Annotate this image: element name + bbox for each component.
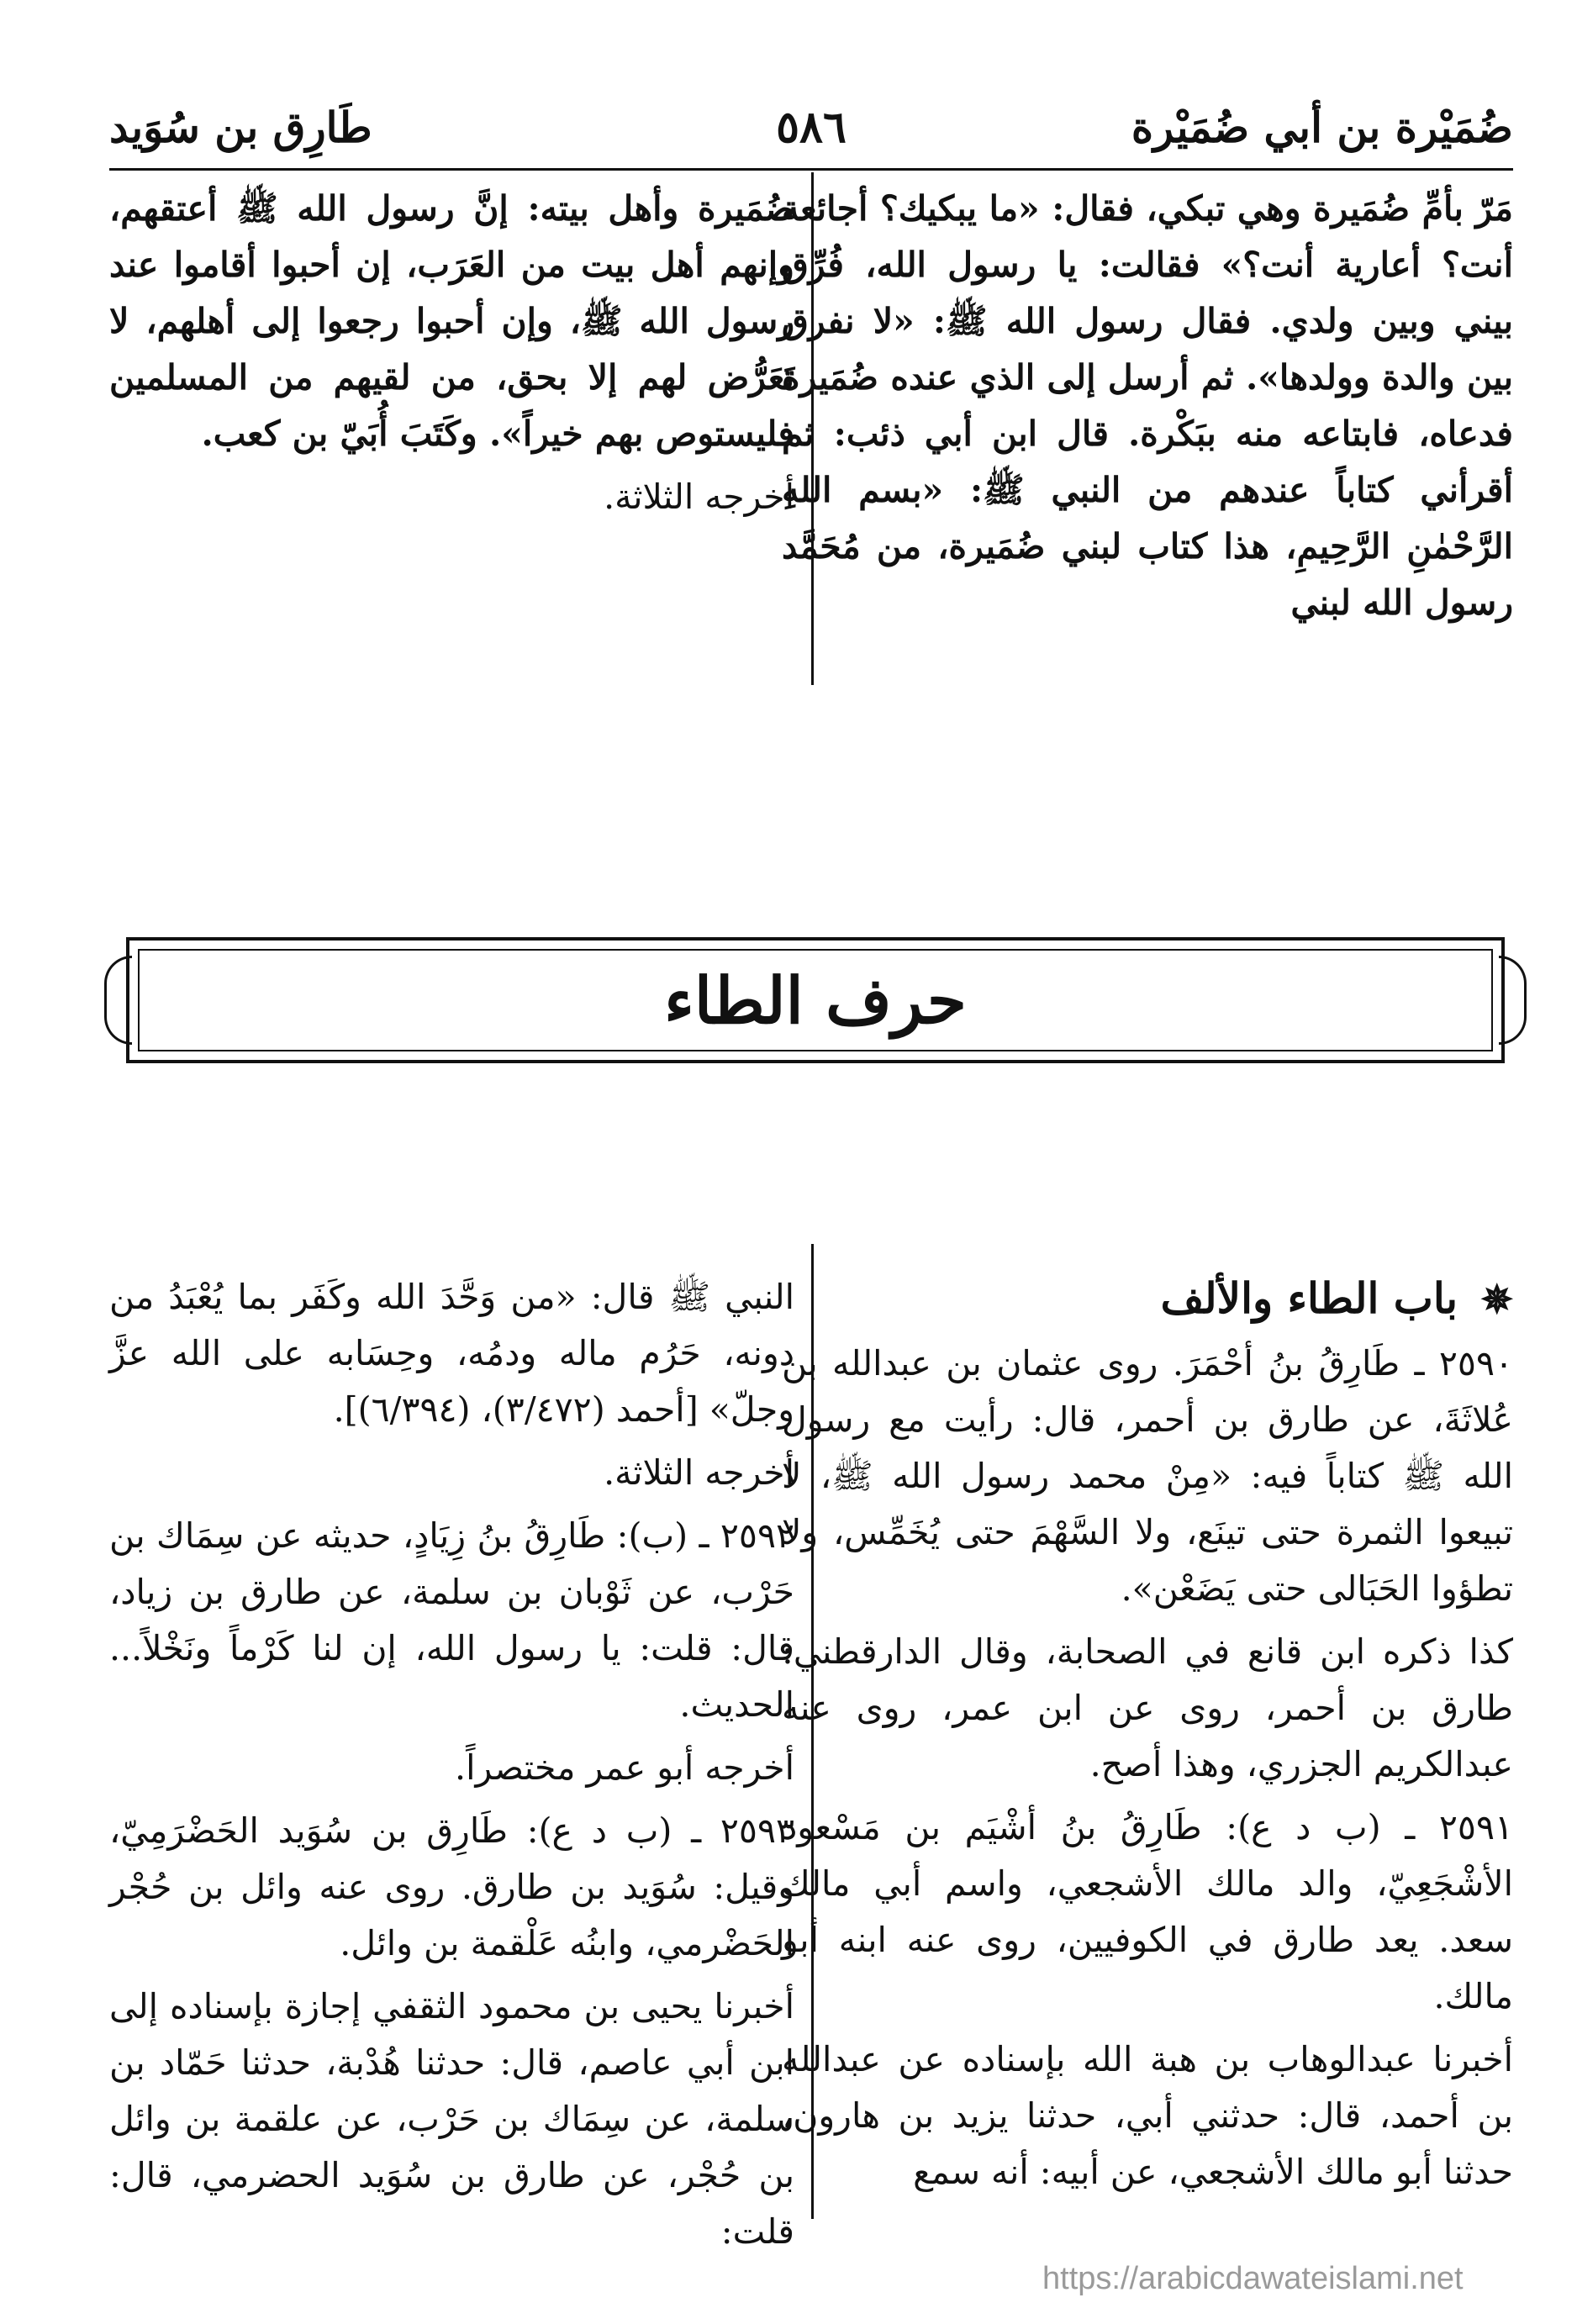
header-left-title: طَارِق بن سُوَيد [109, 103, 372, 152]
entry-2593: ٢٥٩٣ ـ (ب د ع): طَارِق بن سُوَيد الحَضْرَمِيّ، وقيل: سُوَيد بن طارق. روى عنه وائل بن حُجْر الحَضْرمي، وابنُه عَلْقمة بن وائل. [109, 1810, 794, 1963]
header-right-title: ضُمَيْرة بن أبي ضُمَيْرة [1131, 103, 1513, 152]
takhrij-note: أخرجه الثلاثة. [604, 1452, 794, 1493]
entry-2593-isnad: أخبرنا يحيى بن محمود الثقفي إجازة بإسناده إلى ابن أبي عاصم، قال: حدثنا هُدْبة، حدثنا حَمّاد بن سلمة، عن سِمَاك بن حَرْب، عن علقمة بن وائل بن حُجْر، عن طارق بن سُوَيد الحضرمي، قال: قلت: [109, 1986, 794, 2252]
page-number: ٥٨٦ [776, 102, 847, 153]
running-header [109, 101, 1513, 171]
top-left-column [109, 181, 794, 532]
entry-2592: ٢٥٩٢ ـ (ب): طَارِقُ بنُ زِيَادٍ، حديثه عن سِمَاك بن حَرْب، عن ثَوْبان بن سلمة، عن طارق بن زياد، قال: قلت: يا رسول الله، إن لنا كَرْماً ونَخْلاً... الحديث. [109, 1515, 794, 1725]
entry-2591-isnad: أخبرنا عبدالوهاب بن هبة الله بإسناده عن عبدالله بن أحمد، قال: حدثني أبي، حدثنا يزيد بن هارون، حدثنا أبو مالك الأشجعي، عن أبيه: أنه سمع [782, 2039, 1513, 2192]
bottom-left-column [109, 1269, 794, 2267]
top-right-column [782, 181, 1513, 638]
entry-2591: ٢٥٩١ ـ (ب د ع): طَارِقُ بنُ أشْيَم بن مَسْعود الأشْجَعِيّ، والد مالك الأشجعي، واسم أبي مالك سعد. يعد طارق في الكوفيين، روى عنه ابنه أبو مالك. [782, 1807, 1513, 2016]
bottom-right-column [782, 1269, 1513, 2207]
star-icon: ✵ [1480, 1277, 1513, 1322]
chapter-heading [782, 1269, 1513, 1329]
entry-2592-note: أخرجه أبو عمر مختصراً. [455, 1747, 794, 1788]
top-right-paragraph: مَرّ بأمِّ ضُمَيرة وهي تبكي، فقال: «ما يبكيك؟ أجائعة أنت؟ أعارية أنت؟» فقالت: يا رسول الله، فُرِّق بيني وبين ولدي. فقال رسول الله ﷺ: «لا نفرق بين والدة وولدها». ثم أرسل إلى الذي عنده ضُمَيرة فدعاه، فابتاعه منه ببَكْرة. قال ابن أبي ذئب: ثم أقرأني كتاباً عندهم من النبي ﷺ: «بسم اللهِ الرَّحْمٰنِ الرَّحِيمِ، هذا كتاب لبني ضُمَيرة، من مُحَمَّد رسول الله لبني [782, 188, 1513, 623]
hadith-continuation: النبي ﷺ قال: «من وَحَّدَ الله وكَفَر بما يُعْبَدُ من دونه، حَرُم ماله ودمُه، وحِسَابه على الله عزَّ وجلّ» [أحمد (٣/٤٧٢)، (٦/٣٩٤)]. [109, 1277, 794, 1430]
top-left-note: أخرجه الثلاثة. [604, 477, 794, 517]
entry-2590-note: كذا ذكره ابن قانع في الصحابة، وقال الدارقطني: طارق بن أحمر، روى عن ابن عمر، روى عنه عبدالكريم الجزري، وهذا أصح. [782, 1631, 1513, 1784]
watermark-url: https://arabicdawateislami.net [1042, 2261, 1464, 2296]
top-left-paragraph: ضُمَيرة وأهل بيته: إنَّ رسول الله ﷺ أعتقهم، وإنهم أهل بيت من العَرَب، إن أحبوا أقاموا عند رسول الله ﷺ، وإن أحبوا رجعوا إلى أهلهم، لا تَعَرُّض لهم إلا بحق، من لقيهم من المسلمين فليستوص بهم خيراً». وكَتَبَ أُبَيّ بن كعب. [109, 188, 794, 454]
banner-title: حرف الطاء [664, 962, 967, 1038]
chapter-heading-text: باب الطاء والألف [1160, 1273, 1458, 1323]
section-banner [126, 937, 1505, 1063]
entry-2590: ٢٥٩٠ ـ طَارِقُ بنُ أحْمَرَ. روى عثمان بن عبدالله بن عُلاثَةَ، عن طارق بن أحمر، قال: رأيت مع رسول الله ﷺ كتاباً فيه: «مِنْ محمد رسول الله ﷺ، لا تبيعوا الثمرة حتى تينَع، ولا السَّهْمَ حتى يُخَمِّس، ولا تطؤوا الحَبَالى حتى يَضَعْن». [782, 1343, 1513, 1609]
